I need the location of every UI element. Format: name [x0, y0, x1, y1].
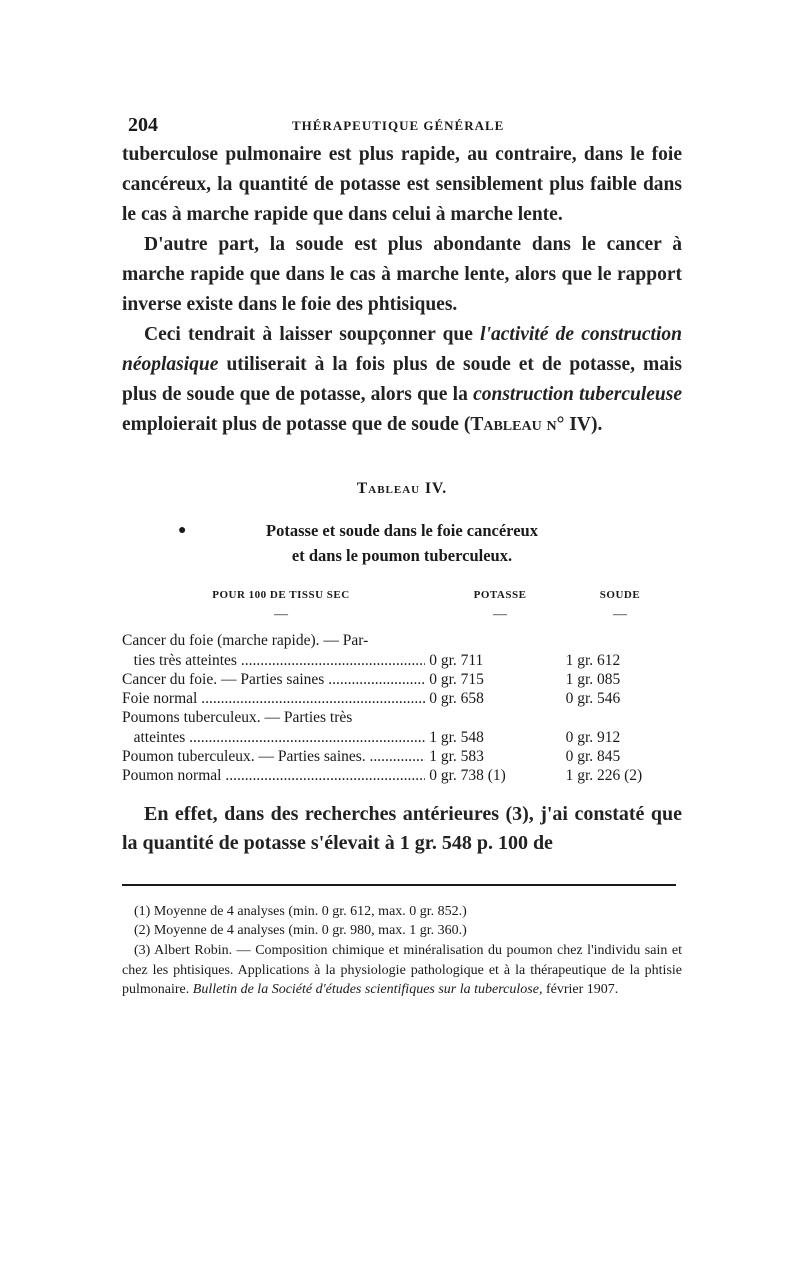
footnotes — [122, 902, 682, 1001]
footnote-3-date: février 1907. — [542, 982, 619, 998]
table-row — [122, 708, 680, 727]
table-row — [122, 631, 680, 650]
potasse-value: 0 gr. 715 — [429, 670, 484, 688]
row-label-text: Poumon tuberculeux. — Parties saines. ..... — [122, 748, 425, 765]
data-table — [122, 586, 680, 786]
soude-value: 0 gr. 546 — [565, 690, 621, 708]
row-label — [122, 689, 425, 708]
row-label — [122, 651, 425, 670]
soude-value: 0 gr. 845 — [565, 748, 621, 766]
footnote-3 — [122, 941, 682, 1000]
table-row — [122, 651, 680, 670]
potasse-value: 0 gr. 711 — [429, 651, 484, 669]
soude-value — [544, 708, 680, 727]
soude-value: 1 gr. 085 — [565, 670, 621, 688]
book-page — [122, 110, 682, 1000]
table-row — [122, 689, 680, 708]
paragraph-1: tuberculose pulmonaire est plus rapide, au contraire, dans le foie cancéreux, la quantité de potasse est sensiblement plus faible dans le cas à marche rapide que dans celui à marche lente. — [122, 144, 682, 225]
row-label: Cancer du foie (marche rapide). — Par- — [122, 632, 369, 650]
paragraph-3-italic: construction tuberculeuse — [473, 384, 682, 405]
column-header-tissu: POUR 100 DE TISSU SEC — [212, 589, 350, 601]
table-row — [122, 728, 680, 747]
table-title-line-2: et dans le poumon tuberculeux. — [291, 546, 513, 565]
paragraph-2: D'autre part, la soude est plus abondante dans le cancer à marche rapide que dans le cas à marche lente, alors que le rapport inverse existe dans le foie des phtisiques. — [122, 234, 682, 315]
potasse-value — [425, 631, 543, 650]
row-label-text: atteintes ..... — [134, 729, 426, 746]
paragraph-3-text: ). — [591, 414, 603, 435]
soude-value: 1 gr. 226 (2) — [565, 767, 643, 785]
row-label-text: Foie normal ..... — [122, 690, 425, 707]
running-title: THÉRAPEUTIQUE GÉNÉRALE — [292, 118, 505, 133]
paragraph-3-italic: l'activité de construction néoplasique — [122, 324, 682, 375]
after-table-text — [122, 800, 682, 858]
row-label-text: Cancer du foie. — Parties saines ..... — [122, 671, 425, 688]
potasse-value: 0 gr. 738 (1) — [429, 767, 506, 785]
row-label — [122, 766, 425, 785]
footnote-1: (1) Moyenne de 4 analyses (min. 0 gr. 612, max. 0 gr. 852.) — [134, 903, 467, 919]
soude-value: 1 gr. 612 — [565, 651, 621, 669]
paragraph-3-text: utiliserait à la fois plus de soude et de potasse, mais plus de soude que de potasse, alors que la — [122, 354, 682, 405]
table-label: Tableau IV. — [356, 480, 448, 497]
paragraph-4: En effet, dans des recherches antérieures (3), j'ai constaté que la quantité de potasse s'élevait à 1 gr. 548 p. 100 de — [122, 802, 682, 854]
row-label-text: ties très atteintes ..... — [134, 652, 426, 669]
bullet-mark: ● — [178, 523, 187, 538]
row-label: Poumons tuberculeux. — Parties très — [122, 709, 353, 727]
soude-value — [544, 631, 680, 650]
potasse-value: 1 gr. 548 — [429, 728, 484, 746]
row-label — [122, 670, 425, 689]
footnote-3-text: (3) Albert Robin. — Composition chimique et minéralisation du poumon chez l'individu sain et chez les phtisiques. Applications à la physiologie pathologique et à la thérapeutique de la phtisie pulmonaire. — [122, 943, 682, 998]
table-row — [122, 670, 680, 689]
row-label — [122, 728, 425, 747]
soude-value: 0 gr. 912 — [565, 728, 621, 746]
paragraph-3-text: Ceci tendrait à laisser soupçonner que — [144, 324, 481, 345]
page-number: 204 — [128, 114, 158, 136]
footnote-3-journal: Bulletin de la Société d'études scientifiques sur la tuberculose, — [192, 982, 543, 998]
table-title — [122, 518, 682, 568]
footnote-2: (2) Moyenne de 4 analyses (min. 0 gr. 980, max. 1 gr. 360.) — [134, 923, 467, 939]
header-dashes — [122, 605, 680, 625]
dash: — — [613, 607, 627, 623]
potasse-value: 1 gr. 583 — [429, 748, 484, 766]
column-header-soude: SOUDE — [599, 589, 641, 601]
dash: — — [274, 607, 288, 623]
table-header — [122, 586, 680, 605]
table-row — [122, 766, 680, 785]
dash: — — [493, 607, 507, 623]
footnote-divider — [122, 884, 676, 886]
potasse-value: 0 gr. 658 — [429, 690, 484, 708]
running-head — [122, 110, 682, 140]
body-text — [122, 140, 682, 440]
column-header-potasse: POTASSE — [473, 589, 527, 601]
potasse-value — [425, 708, 543, 727]
table-row — [122, 747, 680, 766]
paragraph-3 — [122, 320, 682, 440]
table-reference: Tableau n° IV — [470, 414, 592, 435]
row-label — [122, 747, 425, 766]
table-title-line-1: Potasse et soude dans le foie cancéreux — [266, 521, 538, 540]
paragraph-3-text: emploierait plus de potasse que de soude ( — [122, 414, 471, 435]
row-label-text: Poumon normal ..... — [122, 767, 425, 784]
